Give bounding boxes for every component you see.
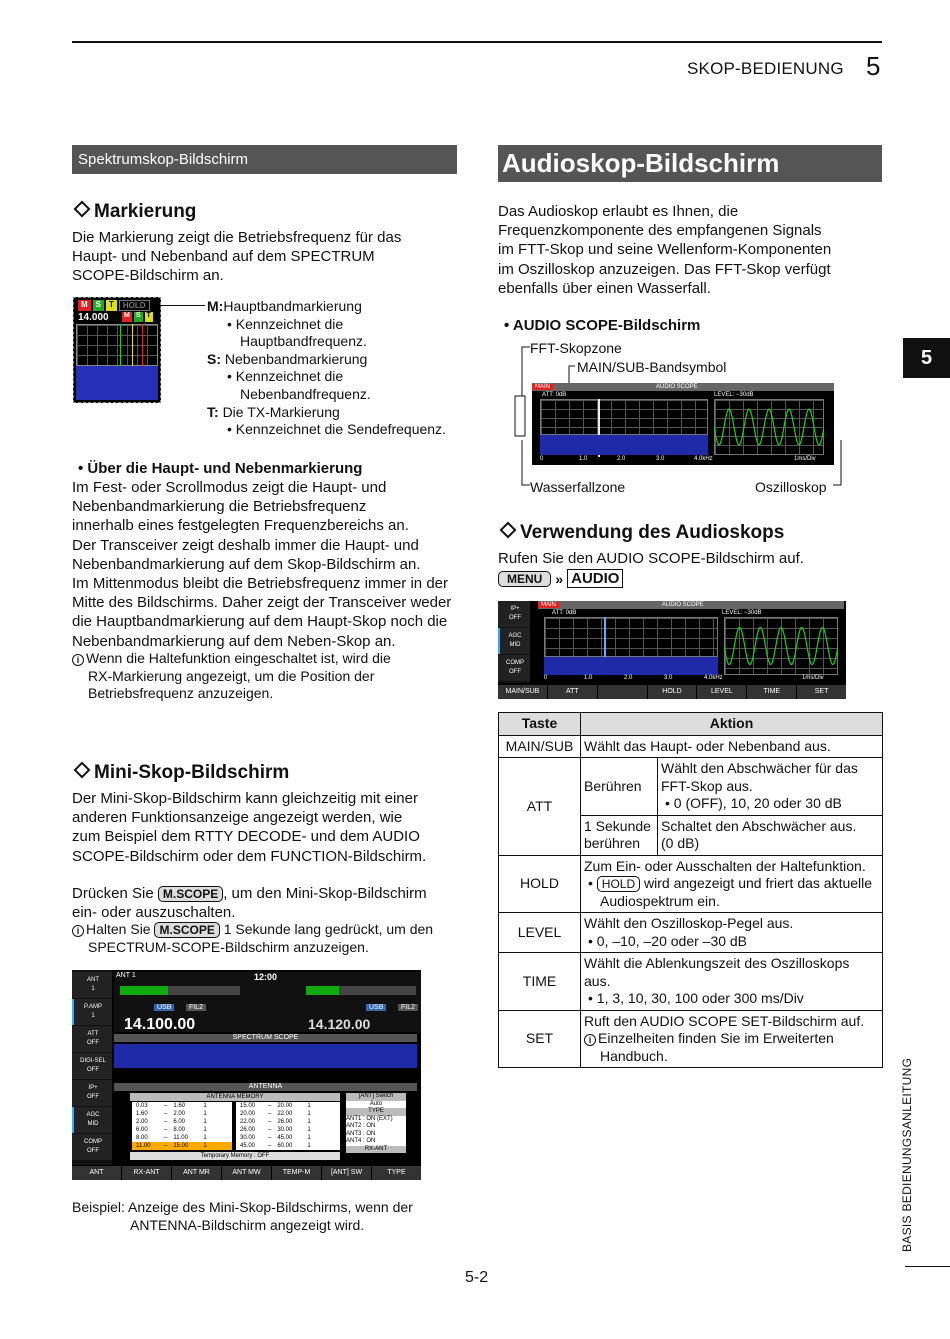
hold-icon: HOLD <box>597 876 640 892</box>
x-tick-label: 2.0 <box>617 456 626 462</box>
screen-side-button: AGC MID <box>72 1107 112 1133</box>
label-oscilloscope: Oszilloskop <box>755 479 827 495</box>
screen-side-button: IP+ OFF <box>72 1080 112 1106</box>
table-row: HOLD Zum Ein- oder Ausschalten der Haltefunktion. • HOLD wird angezeigt und friert das aktuelle Audiospektrum ein. <box>499 855 883 913</box>
screen-side-button: COMP OFF <box>72 1134 112 1160</box>
audioscope-intro: Das Audioskop erlaubt es Ihnen, die Frequenzkomponente des empfangenen Signals im FTT-Skop und seine Wellenform-Komponenten im Oszilloskop anzuzeigen. Das FFT-Skop verfügt ebenfalls über einen Wasserfall. <box>498 203 832 297</box>
header-title: SKOP-BEDIENUNG <box>687 59 844 78</box>
memory-row: 20.00 – 22.00 1 <box>240 1111 311 1117</box>
header-chapter-number: 5 <box>866 51 881 81</box>
markierung-intro: Die Markierung zeigt die Betriebsfrequenz für das Haupt- und Nebenband auf dem SPECTRUM SCOPE-Bildschirm an. <box>72 229 402 285</box>
subheading-audio-scope: • AUDIO SCOPE-Bildschirm <box>504 317 701 334</box>
screen-side-button: AGC MID <box>498 628 530 654</box>
info-icon: i <box>72 654 84 666</box>
info-icon: i <box>584 1034 596 1046</box>
screen-bottom-button: HOLD <box>648 685 697 699</box>
section-bar-audioscope: Audioskop-Bildschirm <box>498 145 882 182</box>
screen-side-button: ANT 1 <box>72 972 112 998</box>
table-row: MAIN/SUB Wählt das Haupt- oder Nebenband aus. <box>499 735 883 758</box>
memory-row: 0.03 – 1.60 1 <box>136 1103 207 1109</box>
table-row: SET Ruft den AUDIO SCOPE SET-Bildschirm auf. i Einzelheiten finden Sie im Erweiterten Handbuch. <box>499 1010 883 1068</box>
x-tick-label: 1.0 <box>579 456 588 462</box>
section-bar-spectrum: Spektrumskop-Bildschirm <box>72 145 457 174</box>
screen-bottom-button: TIME <box>747 685 796 699</box>
x-tick-label: 3.0 <box>664 675 673 681</box>
menu-path: MENU » AUDIO <box>498 569 623 588</box>
mini-press: Drücken Sie M.SCOPE , um den Mini-Skop-Bildschirm ein- oder auszuschalten. <box>72 885 427 922</box>
info-icon: i <box>72 925 84 937</box>
table-row: 1 Sekunde berühren Schaltet den Abschwächer aus. (0 dB) <box>499 815 883 855</box>
table-header-key: Taste <box>499 713 581 736</box>
heading-mini-scope: Mini-Skop-Bildschirm <box>72 762 289 784</box>
label-fft: FFT-Skopzone <box>530 340 622 356</box>
audio-scope-image: MAIN AUDIO SCOPE ATT: 0dB LEVEL: −30dB 0 1.0 2.0 3.0 4.0kHz 1ms/Div <box>532 383 834 465</box>
table-header-action: Aktion <box>581 713 883 736</box>
table-row: TIME Wählt die Ablenkungszeit des Oszilloskops aus. • 1, 3, 10, 30, 100 oder 300 ms/Div <box>499 953 883 1011</box>
screen-side-button: P.AMP 1 <box>72 999 112 1025</box>
screen-side-button: DIGI-SEL OFF <box>72 1053 112 1079</box>
menu-key[interactable]: MENU <box>498 571 551 587</box>
mini-body: Der Mini-Skop-Bildschirm kann gleichzeitig mit einer anderen Funktionsanzeige angezeigt werden, wie zum Beispiel dem RTTY DECODE- und dem AUDIO SCOPE-Bildschirm oder dem FUNCTION-Bildschirm. <box>72 790 427 865</box>
memory-row: 2.00 – 6.00 1 <box>136 1119 207 1125</box>
label-waterfall: Wasserfallzone <box>530 479 626 495</box>
screen-bottom-button: RX-ANT <box>122 1166 171 1180</box>
audio-scope-screen-image: IP+ OFF AGC MID COMP OFF MAIN AUDIO SCOPE ATT: 0dB LEVEL: −30dB 0 1.0 2.0 3.0 4.0kHz 1ms/Div MAIN/SUB ATT HOLD LEVEL TIME SET <box>498 601 846 699</box>
screen-side-button: IP+ OFF <box>498 601 530 627</box>
leader-line <box>161 305 205 306</box>
memory-row: 22.00 – 26.00 1 <box>240 1119 311 1125</box>
subheading-haupt-neben: • Über die Haupt- und Nebenmarkierung <box>78 460 363 477</box>
memory-row: 26.00 – 30.00 1 <box>240 1127 311 1133</box>
audio-key[interactable]: AUDIO <box>567 569 623 588</box>
screen-bottom-button: ATT <box>548 685 597 699</box>
marker-legend: M:Hauptbandmarkierung • Kennzeichnet die Hauptbandfrequenz. S: Nebenbandmarkierung • Kennzeichnet die Nebenbandfrequenz. T: Die TX-Markierung • Kennzeichnet die Sendefrequenz. <box>207 298 446 438</box>
screen-bottom-button: TYPE <box>372 1166 421 1180</box>
antenna-screen-image: ANT 1 P.AMP 1 ATT OFF DIGI-SEL OFF IP+ OFF AGC MID COMP OFF ANT 1 12:00 USB FIL2 USB FIL2 14.100.00 14.120.00 SPECTRUM SCOPE ANTENNA ANTENNA MEMORY 0.03 – 1.60 1 1.60 – 2.00 1 2.00 – 6.00 1 6.00 – 8.00 1 8.00 – 11.00 1 11.00 – 15.00 1 15.00 – 20.00 1 20.00 – 22.00 1 22.00 – 26.00 1 26.00 – 30.00 1 30.00 – 45.00 1 45.00 – 60.00 1 Temporary Memory : OFF [ANT] Switch Auto TYPE ANT1 : ON (EXT) ANT2 : ON ANT3 : ON ANT4 : ON RX-ANT ANT RX-ANT ANT MR ANT MW TEMP-M [ANT] SW TYPE <box>72 970 421 1180</box>
table-row: LEVEL Wählt den Oszilloskop-Pegel aus. • 0, –10, –20 oder –30 dB <box>499 913 883 953</box>
screen-bottom-button: [ANT] SW <box>322 1166 371 1180</box>
page-number: 5-2 <box>465 1269 489 1286</box>
side-vertical-text: BASIS BEDIENUNGSANLEITUNG <box>900 1057 914 1252</box>
verwendung-line: Rufen Sie den AUDIO SCOPE-Bildschirm auf. <box>498 550 804 567</box>
top-rule <box>72 41 882 43</box>
mscope-key: M.SCOPE <box>158 886 223 902</box>
diamond-icon <box>74 201 91 218</box>
diamond-icon <box>500 522 517 539</box>
table-row: ATT Berühren Wählt den Abschwächer für das FFT-Skop aus. • 0 (OFF), 10, 20 oder 30 dB <box>499 758 883 816</box>
memory-row: 15.00 – 20.00 1 <box>240 1103 311 1109</box>
memory-row: 8.00 – 11.00 1 <box>136 1135 207 1141</box>
screen-bottom-button: TEMP-M <box>272 1166 321 1180</box>
x-tick-label: 3.0 <box>656 456 665 462</box>
memory-row: 1.60 – 2.00 1 <box>136 1111 207 1117</box>
hold-note: i Wenn die Haltefunktion eingeschaltet ist, wird die RX-Markierung angezeigt, um die Position der Betriebsfrequenz anzuzeigen. <box>72 650 391 703</box>
x-tick-label: 0 <box>540 456 544 462</box>
chapter-tab: 5 <box>903 338 950 378</box>
markierung-body: Im Fest- oder Scrollmodus zeigt die Haupt- und Nebenbandmarkierung die Betriebsfrequenz innerhalb eines festgelegten Frequenzbereichs an. Der Transceiver zeigt deshalb immer die Haupt- und Nebenbandmarkierung auf dem Skop-Bildschirm an. Im Mittenmodus bleibt die Betriebsfrequenz immer in der Mitte des Bildschirms. Daher zeigt der Transceiver weder die Hauptbandmarkierung auf dem Haupt-Skop noch die Nebenbandmarkierung auf dem Neben-Skop an. <box>72 479 452 650</box>
mscope-key: M.SCOPE <box>154 922 219 938</box>
screen-bottom-button: ANT MW <box>222 1166 271 1180</box>
x-tick-label: 4.0kHz <box>694 456 713 462</box>
screen-bottom-button <box>598 685 647 699</box>
heading-verwendung: Verwendung des Audioskops <box>498 522 784 544</box>
memory-row: 30.00 – 45.00 1 <box>240 1135 311 1141</box>
mini-note: i Halten Sie M.SCOPE 1 Sekunde lang gedrückt, um den SPECTRUM-SCOPE-Bildschirm anzuzeigen. <box>72 921 433 956</box>
key-action-table <box>498 712 883 1068</box>
x-tick-label: 1.0 <box>584 675 593 681</box>
diamond-icon <box>74 762 91 779</box>
marker-screen-image: M S T HOLD 14.000 M S T <box>73 297 161 403</box>
x-tick-label: 0 <box>544 675 548 681</box>
memory-row: 6.00 – 8.00 1 <box>136 1127 207 1133</box>
screen-bottom-button: SET <box>797 685 846 699</box>
screen-bottom-button: ANT MR <box>172 1166 221 1180</box>
screen-side-button: COMP OFF <box>498 655 530 681</box>
x-tick-label: 4.0kHz <box>704 675 723 681</box>
heading-markierung: Markierung <box>72 201 196 223</box>
side-rule <box>905 1266 950 1267</box>
memory-row: 11.00 – 15.00 1 <box>132 1142 232 1150</box>
x-tick-label: 2.0 <box>624 675 633 681</box>
screen-side-button: ATT OFF <box>72 1026 112 1052</box>
label-band-symbol: MAIN/SUB-Bandsymbol <box>577 359 727 375</box>
antenna-caption: Beispiel: Anzeige des Mini-Skop-Bildschirms, wenn der ANTENNA-Bildschirm angezeigt wird. <box>72 1199 413 1233</box>
screen-bottom-button: ANT <box>72 1166 121 1180</box>
memory-row: 45.00 – 60.00 1 <box>240 1143 311 1149</box>
screen-bottom-button: LEVEL <box>697 685 746 699</box>
screen-bottom-button: MAIN/SUB <box>498 685 547 699</box>
